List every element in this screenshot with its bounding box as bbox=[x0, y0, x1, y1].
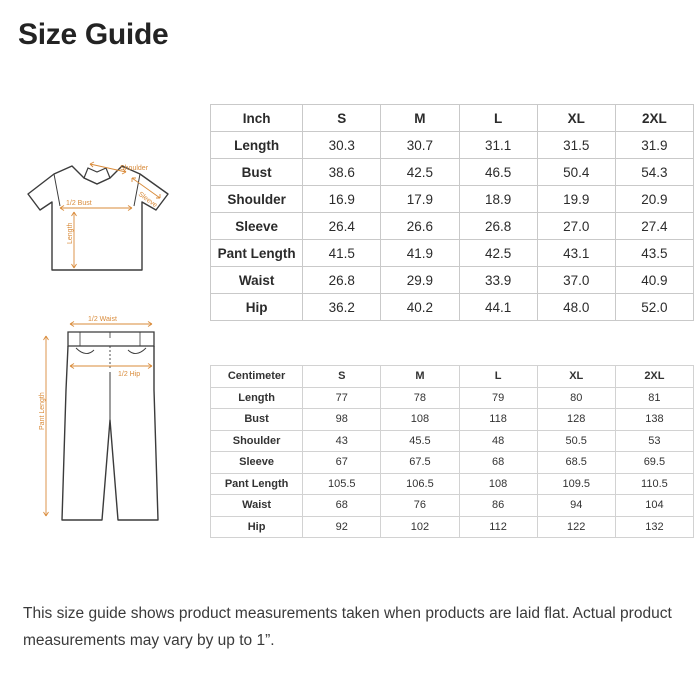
cell: 69.5 bbox=[615, 452, 693, 474]
cell: 19.9 bbox=[537, 186, 615, 213]
cell: 44.1 bbox=[459, 294, 537, 321]
annotation-half-hip: 1/2 Hip bbox=[118, 371, 141, 378]
row-label: Waist bbox=[211, 495, 303, 517]
cell: 112 bbox=[459, 516, 537, 538]
cell: 31.9 bbox=[615, 132, 693, 159]
cell: 20.9 bbox=[615, 186, 693, 213]
row-label: Shoulder bbox=[211, 430, 303, 452]
table-row bbox=[211, 495, 694, 517]
cell: 33.9 bbox=[459, 267, 537, 294]
size-guide-footnote: This size guide shows product measurements taken when products are laid flat. Actual product measurements may vary by up to 1”. bbox=[23, 605, 672, 649]
cell: 109.5 bbox=[537, 473, 615, 495]
cell: 43.5 bbox=[615, 240, 693, 267]
pants-diagram-icon bbox=[26, 310, 196, 550]
size-header-m: M bbox=[381, 366, 459, 388]
cell: 128 bbox=[537, 409, 615, 431]
size-header-l: L bbox=[459, 366, 537, 388]
cell: 67.5 bbox=[381, 452, 459, 474]
annotation-half-bust: 1/2 Bust bbox=[66, 200, 92, 207]
cell: 36.2 bbox=[303, 294, 381, 321]
cell: 98 bbox=[303, 409, 381, 431]
annotation-half-waist: 1/2 Waist bbox=[88, 316, 117, 323]
cell: 68.5 bbox=[537, 452, 615, 474]
cell: 37.0 bbox=[537, 267, 615, 294]
cell: 132 bbox=[615, 516, 693, 538]
size-header-s: S bbox=[303, 105, 381, 132]
cell: 122 bbox=[537, 516, 615, 538]
cell: 50.5 bbox=[537, 430, 615, 452]
cell: 40.9 bbox=[615, 267, 693, 294]
unit-header: Inch bbox=[211, 105, 303, 132]
row-label: Shoulder bbox=[211, 186, 303, 213]
cell: 68 bbox=[303, 495, 381, 517]
cell: 16.9 bbox=[303, 186, 381, 213]
size-header-2xl: 2XL bbox=[615, 105, 693, 132]
cell: 41.5 bbox=[303, 240, 381, 267]
annotation-length: Length bbox=[67, 222, 74, 244]
cell: 102 bbox=[381, 516, 459, 538]
measurement-diagrams bbox=[8, 95, 208, 565]
row-label: Length bbox=[211, 387, 303, 409]
row-label: Pant Length bbox=[211, 240, 303, 267]
table-row bbox=[211, 409, 694, 431]
cell: 108 bbox=[381, 409, 459, 431]
row-label: Length bbox=[211, 132, 303, 159]
cell: 26.8 bbox=[459, 213, 537, 240]
size-table-centimeter bbox=[210, 365, 694, 538]
row-label: Bust bbox=[211, 409, 303, 431]
cell: 104 bbox=[615, 495, 693, 517]
cell: 77 bbox=[303, 387, 381, 409]
cell: 27.4 bbox=[615, 213, 693, 240]
table-row bbox=[211, 159, 694, 186]
cell: 67 bbox=[303, 452, 381, 474]
size-table-inch bbox=[210, 104, 694, 321]
cell: 48 bbox=[459, 430, 537, 452]
table-row bbox=[211, 213, 694, 240]
cell: 26.6 bbox=[381, 213, 459, 240]
cell: 17.9 bbox=[381, 186, 459, 213]
size-header-m: M bbox=[381, 105, 459, 132]
cell: 27.0 bbox=[537, 213, 615, 240]
cell: 48.0 bbox=[537, 294, 615, 321]
cell: 118 bbox=[459, 409, 537, 431]
table-row bbox=[211, 240, 694, 267]
shirt-diagram-icon bbox=[14, 150, 194, 300]
table-row bbox=[211, 452, 694, 474]
table-row bbox=[211, 132, 694, 159]
size-header-2xl: 2XL bbox=[615, 366, 693, 388]
cell: 52.0 bbox=[615, 294, 693, 321]
cell: 43 bbox=[303, 430, 381, 452]
row-label: Sleeve bbox=[211, 452, 303, 474]
table-row bbox=[211, 387, 694, 409]
cell: 80 bbox=[537, 387, 615, 409]
cell: 53 bbox=[615, 430, 693, 452]
size-table-cm-container bbox=[210, 365, 694, 538]
row-label: Pant Length bbox=[211, 473, 303, 495]
size-header-l: L bbox=[459, 105, 537, 132]
cell: 43.1 bbox=[537, 240, 615, 267]
row-label: Bust bbox=[211, 159, 303, 186]
cell: 31.5 bbox=[537, 132, 615, 159]
cell: 81 bbox=[615, 387, 693, 409]
cell: 86 bbox=[459, 495, 537, 517]
table-row bbox=[211, 430, 694, 452]
row-label: Sleeve bbox=[211, 213, 303, 240]
cell: 30.3 bbox=[303, 132, 381, 159]
cell: 30.7 bbox=[381, 132, 459, 159]
cell: 54.3 bbox=[615, 159, 693, 186]
cell: 108 bbox=[459, 473, 537, 495]
table-row bbox=[211, 294, 694, 321]
size-table-inch-container bbox=[210, 104, 694, 321]
cell: 40.2 bbox=[381, 294, 459, 321]
table-row bbox=[211, 267, 694, 294]
table-row bbox=[211, 473, 694, 495]
cell: 50.4 bbox=[537, 159, 615, 186]
cell: 79 bbox=[459, 387, 537, 409]
size-header-s: S bbox=[303, 366, 381, 388]
cell: 26.4 bbox=[303, 213, 381, 240]
cell: 41.9 bbox=[381, 240, 459, 267]
size-header-xl: XL bbox=[537, 105, 615, 132]
page-title: Size Guide bbox=[18, 18, 169, 51]
cell: 106.5 bbox=[381, 473, 459, 495]
annotation-pant-length: Pant Length bbox=[39, 392, 46, 430]
cell: 110.5 bbox=[615, 473, 693, 495]
row-label: Hip bbox=[211, 294, 303, 321]
cell: 78 bbox=[381, 387, 459, 409]
row-label: Waist bbox=[211, 267, 303, 294]
cell: 18.9 bbox=[459, 186, 537, 213]
annotation-shoulder: Shoulder bbox=[120, 165, 149, 172]
table-row bbox=[211, 516, 694, 538]
cell: 92 bbox=[303, 516, 381, 538]
cell: 76 bbox=[381, 495, 459, 517]
cell: 45.5 bbox=[381, 430, 459, 452]
cell: 29.9 bbox=[381, 267, 459, 294]
cell: 46.5 bbox=[459, 159, 537, 186]
cell: 42.5 bbox=[459, 240, 537, 267]
cell: 42.5 bbox=[381, 159, 459, 186]
cell: 26.8 bbox=[303, 267, 381, 294]
table-header-row bbox=[211, 366, 694, 388]
cell: 68 bbox=[459, 452, 537, 474]
table-row bbox=[211, 186, 694, 213]
cell: 138 bbox=[615, 409, 693, 431]
cell: 38.6 bbox=[303, 159, 381, 186]
table-header-row bbox=[211, 105, 694, 132]
cell: 31.1 bbox=[459, 132, 537, 159]
size-header-xl: XL bbox=[537, 366, 615, 388]
annotation-sleeve: Sleeve bbox=[136, 190, 159, 210]
cell: 105.5 bbox=[303, 473, 381, 495]
unit-header: Centimeter bbox=[211, 366, 303, 388]
row-label: Hip bbox=[211, 516, 303, 538]
cell: 94 bbox=[537, 495, 615, 517]
